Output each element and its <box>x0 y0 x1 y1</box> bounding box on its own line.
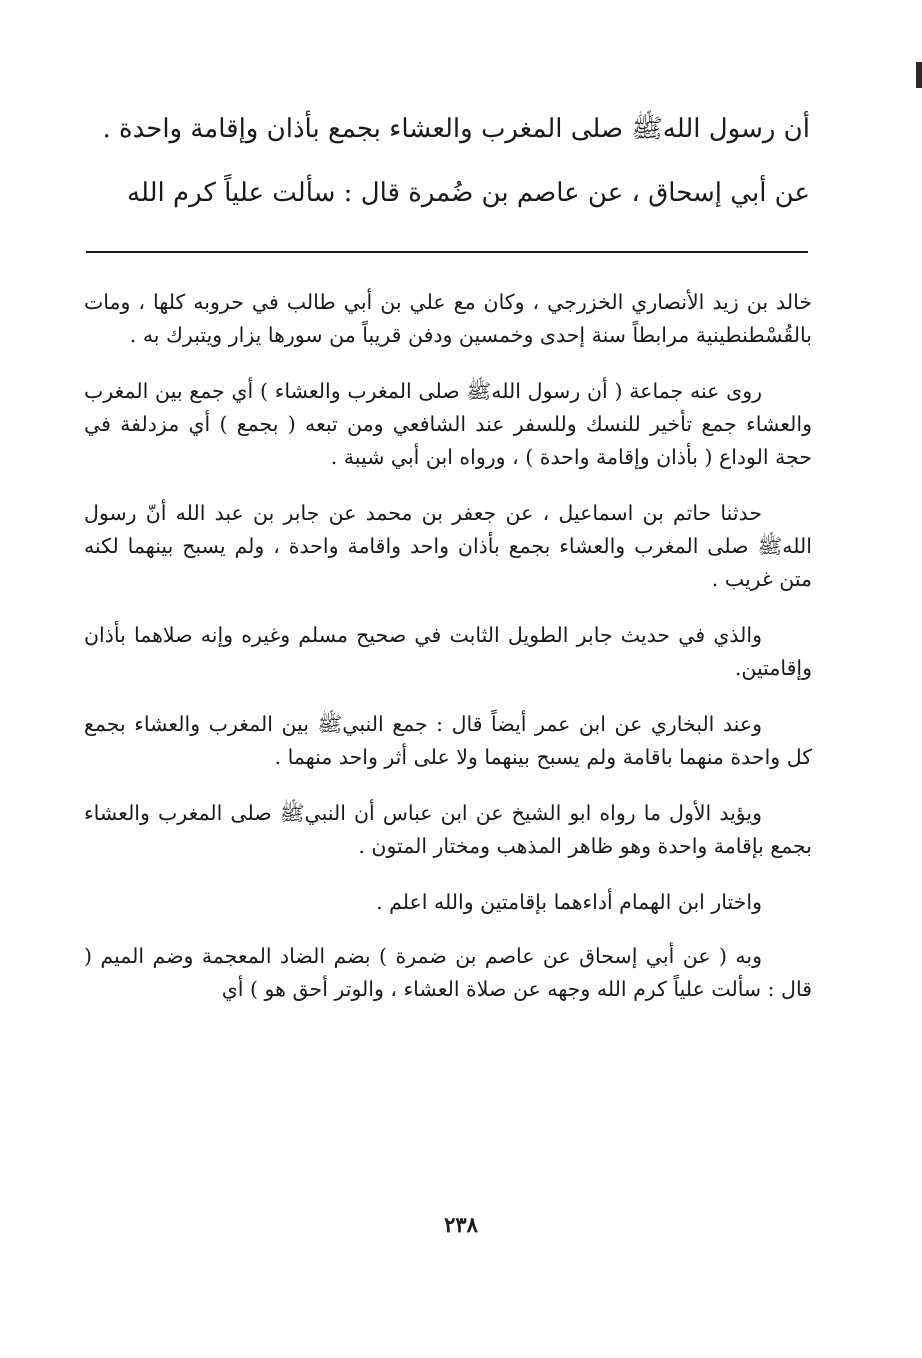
commentary-paragraph-5: وعند البخاري عن ابن عمر أيضاً قال : جمع النبيﷺ بين المغرب والعشاء بجمع كل واحدة منهما باقامة ولم يسبح بينهما ولا على أثر واحد منهما . <box>84 712 812 769</box>
page-number: ٢٣٨ <box>444 1212 478 1237</box>
scan-edge-mark <box>916 62 922 88</box>
commentary-paragraph-8: وبه ( عن أبي إسحاق عن عاصم بن ضمرة ) بضم الضاد المعجمة وضم الميم ( قال : سألت علياً كرم الله وجهه عن صلاة العشاء ، والوتر أحق هو ) أي <box>84 944 812 1001</box>
main-text-line-1: أن رسول اللهﷺ صلى المغرب والعشاء بجمع بأذان وإقامة واحدة . <box>102 114 810 144</box>
commentary-paragraph-7: واختار ابن الهمام أداءهما بإقامتين والله اعلم . <box>376 890 762 914</box>
commentary-block <box>84 286 812 1029</box>
main-text-line-2: عن أبي إسحاق ، عن عاصم بن ضُمرة قال : سألت علياً كرم الله <box>127 178 810 208</box>
commentary-paragraph-4: والذي في حديث جابر الطويل الثابت في صحيح مسلم وغيره وإنه صلاهما بأذان وإقامتين. <box>84 623 812 680</box>
commentary-paragraph-2: روى عنه جماعة ( أن رسول اللهﷺ صلى المغرب والعشاء ) أي جمع بين المغرب والعشاء جمع تأخير للنسك وللسفر عند الشافعي ومن تبعه ( بجمع ) أي مزدلفة في حجة الوداع ( بأذان وإقامة واحدة ) ، ورواه ابن أبي شيبة . <box>84 379 812 469</box>
commentary-paragraph-3: حدثنا حاتم بن اسماعيل ، عن جعفر بن محمد عن جابر بن عبد الله أنّ رسول اللهﷺ صلى المغرب والعشاء بجمع بأذان واحد واقامة واحدة ، ولم يسبح بينهما لكنه متن غريب . <box>84 501 812 591</box>
commentary-paragraph-6: ويؤيد الأول ما رواه ابو الشيخ عن ابن عباس أن النبيﷺ صلى المغرب والعشاء بجمع بإقامة واحدة وهو ظاهر المذهب ومختار المتون . <box>84 801 812 858</box>
commentary-paragraph-1: خالد بن زيد الأنصاري الخزرجي ، وكان مع علي بن أبي طالب في حروبه كلها ، ومات بالقُسْطنطينية مرابطاً سنة إحدى وخمسين ودفن قريباً من سورها يزار ويتبرك به . <box>84 290 812 347</box>
footnote-divider <box>86 251 808 253</box>
